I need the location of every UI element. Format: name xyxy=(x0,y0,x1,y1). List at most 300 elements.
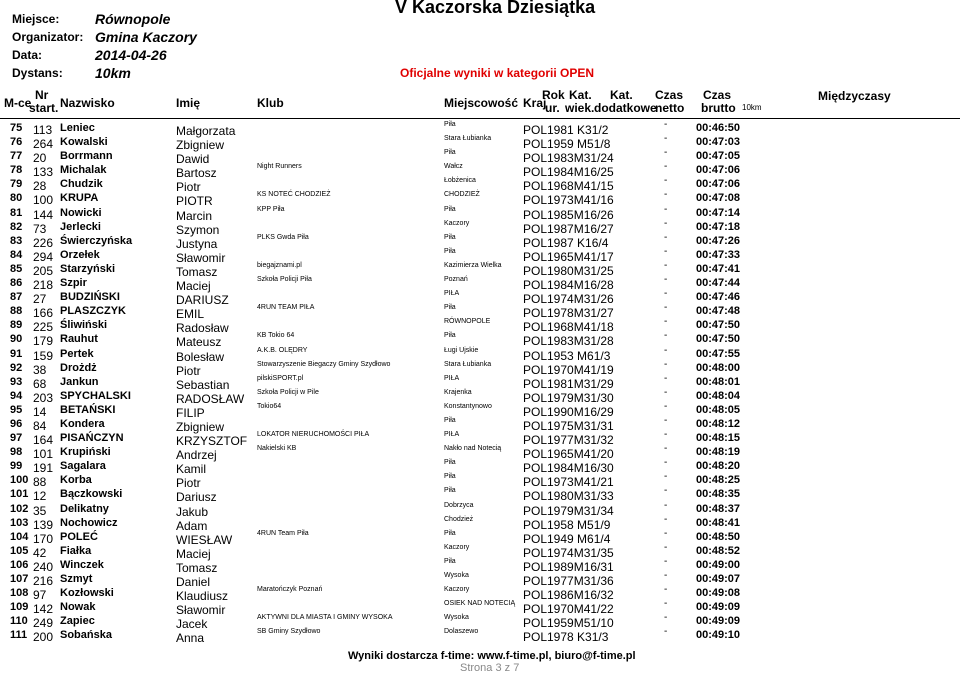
col-firstname: Imię xyxy=(176,96,201,110)
cell-brutto-time: 00:47:18 xyxy=(696,220,741,233)
cell-position: 78 xyxy=(10,164,23,177)
cell-netto-time: - xyxy=(664,386,668,398)
header-divider xyxy=(0,118,960,119)
cell-club: A.K.B. OLĘDRY xyxy=(257,346,308,354)
cell-netto-time: - xyxy=(664,372,668,384)
cell-brutto-time: 00:48:01 xyxy=(696,375,741,388)
col-split-10km: 10km xyxy=(742,103,762,112)
cell-netto-time: - xyxy=(664,485,668,497)
cell-category: POL1965M41/20 xyxy=(523,447,614,462)
cell-firstname: Tomasz xyxy=(176,560,218,575)
cell-netto-time: - xyxy=(664,414,668,426)
cell-start-number: 226 xyxy=(33,235,54,250)
cell-brutto-time: 00:47:41 xyxy=(696,262,741,275)
cell-start-number: 20 xyxy=(33,151,47,166)
cell-firstname: Jakub xyxy=(176,504,209,519)
cell-position: 91 xyxy=(10,347,23,360)
cell-position: 98 xyxy=(10,446,23,459)
cell-surname: Michalak xyxy=(60,164,107,177)
cell-club: Maratończyk Poznań xyxy=(257,586,323,594)
cell-netto-time: - xyxy=(664,400,668,412)
cell-netto-time: - xyxy=(664,344,668,356)
col-rok-ur: ur. xyxy=(545,101,560,115)
cell-netto-time: - xyxy=(664,302,668,314)
cell-start-number: 294 xyxy=(33,249,54,264)
cell-netto-time: - xyxy=(664,443,668,455)
table-row xyxy=(0,457,960,477)
cell-position: 105 xyxy=(10,544,29,557)
cell-category: POL1977M31/32 xyxy=(523,433,614,448)
cell-category: POL1973M41/16 xyxy=(523,193,614,208)
cell-firstname: Sebastian xyxy=(176,377,230,392)
col-netto: netto xyxy=(655,101,685,115)
cell-firstname: Justyna xyxy=(176,236,218,251)
cell-brutto-time: 00:48:04 xyxy=(696,389,741,402)
cell-netto-time: - xyxy=(664,259,668,271)
cell-brutto-time: 00:47:50 xyxy=(696,319,741,332)
cell-position: 88 xyxy=(10,305,23,318)
cell-surname: BUDZIŃSKI xyxy=(60,291,120,304)
col-brutto: brutto xyxy=(701,101,736,115)
table-row xyxy=(0,414,960,434)
cell-brutto-time: 00:47:55 xyxy=(696,347,741,360)
cell-netto-time: - xyxy=(664,499,668,511)
cell-category: POL1980M31/25 xyxy=(523,263,614,278)
cell-firstname: WIESŁAW xyxy=(176,532,233,547)
cell-surname: Nochowicz xyxy=(60,516,118,529)
cell-position: 79 xyxy=(10,178,23,191)
cell-firstname: PIOTR xyxy=(176,194,213,209)
cell-firstname: RADOSŁAW xyxy=(176,391,245,406)
cell-category: POL1981M31/29 xyxy=(523,376,614,391)
cell-start-number: 28 xyxy=(33,179,47,194)
cell-start-number: 159 xyxy=(33,348,54,363)
cell-club: AKTYWNI DLA MIASTA I GMINY WYSOKA xyxy=(257,614,393,622)
cell-brutto-time: 00:47:03 xyxy=(696,136,741,149)
cell-city: Stara Łubianka xyxy=(444,360,492,368)
cell-city: Kaczory xyxy=(444,219,470,227)
cell-start-number: 170 xyxy=(33,531,54,546)
cell-position: 84 xyxy=(10,248,23,261)
cell-category: POL1984M16/28 xyxy=(523,278,614,293)
cell-category: POL1981 K31/2 xyxy=(523,123,609,137)
col-kat: Kat. xyxy=(569,88,592,102)
cell-start-number: 14 xyxy=(33,404,47,419)
cell-city: Wysoka xyxy=(444,572,469,579)
cell-position: 80 xyxy=(10,192,23,205)
cell-start-number: 113 xyxy=(33,123,53,137)
cell-position: 76 xyxy=(10,136,23,149)
col-mce: M-ce xyxy=(4,96,32,110)
cell-start-number: 84 xyxy=(33,418,47,433)
table-row xyxy=(0,555,960,575)
cell-firstname: DARIUSZ xyxy=(176,293,229,308)
cell-club: PLKS Gwda Piła xyxy=(257,233,309,241)
cell-brutto-time: 00:48:52 xyxy=(696,544,741,557)
cell-city: Piła xyxy=(444,247,456,255)
table-row xyxy=(0,119,960,138)
cell-surname: Szpir xyxy=(60,277,87,290)
cell-category: POL1986M16/32 xyxy=(523,588,614,603)
col-netto-czas: Czas xyxy=(655,88,684,102)
cell-surname: Drożdż xyxy=(60,361,97,374)
cell-position: 87 xyxy=(10,291,23,304)
cell-club: Nakielski KB xyxy=(257,445,297,453)
cell-surname: KRUPA xyxy=(60,192,99,205)
cell-netto-time: - xyxy=(664,288,668,300)
cell-category: POL1979M31/30 xyxy=(523,390,614,405)
cell-brutto-time: 00:47:06 xyxy=(696,178,741,191)
cell-category: POL1979M31/34 xyxy=(523,503,614,518)
cell-club: Tokio64 xyxy=(257,402,282,410)
cell-netto-time: - xyxy=(664,330,668,342)
page-number: Strona 3 z 7 xyxy=(460,662,520,674)
footer-provider: Wyniki dostarcza f-time: www.f-time.pl, biuro@f-time.pl xyxy=(348,650,636,662)
cell-start-number: 27 xyxy=(33,292,47,307)
cell-netto-time: - xyxy=(664,626,668,638)
cell-club: KB Tokio 64 xyxy=(257,332,295,340)
cell-surname: Jankun xyxy=(60,375,99,388)
cell-brutto-time: 00:47:06 xyxy=(696,164,741,177)
cell-city: Piła xyxy=(444,473,456,481)
organizer-value: Gmina Kaczory xyxy=(95,29,197,45)
cell-firstname: Piotr xyxy=(176,180,201,195)
cell-surname: Borrmann xyxy=(60,150,113,163)
cell-start-number: 68 xyxy=(33,376,47,391)
cell-firstname: Bartosz xyxy=(176,166,217,181)
cell-city: CHODZIEŻ xyxy=(444,191,480,199)
cell-brutto-time: 00:49:10 xyxy=(696,629,741,642)
cell-netto-time: - xyxy=(664,119,668,130)
cell-brutto-time: 00:48:00 xyxy=(696,361,741,374)
cell-position: 106 xyxy=(10,558,29,571)
cell-brutto-time: 00:47:44 xyxy=(696,277,741,290)
cell-firstname: Anna xyxy=(176,631,205,646)
cell-firstname: Zbigniew xyxy=(176,419,225,434)
cell-club: 4RUN TEAM PIŁA xyxy=(257,304,315,312)
date-label: Data: xyxy=(12,48,43,62)
cell-surname: Leniec xyxy=(60,122,95,134)
cell-start-number: 100 xyxy=(33,193,54,208)
organizer-label: Organizator: xyxy=(12,30,84,44)
cell-surname: Świerczyńska xyxy=(60,234,133,247)
cell-club: KS NOTEĆ CHODZIEŻ xyxy=(257,191,331,199)
cell-city: Wysoka xyxy=(444,614,469,622)
cell-category: POL1968M41/15 xyxy=(523,179,614,194)
cell-city: Piła xyxy=(444,332,456,340)
cell-position: 81 xyxy=(10,206,23,219)
cell-position: 110 xyxy=(10,615,28,628)
cell-city: Piła xyxy=(444,487,456,495)
cell-brutto-time: 00:47:33 xyxy=(696,248,741,261)
cell-surname: Bączkowski xyxy=(60,488,123,501)
cell-surname: BETAŃSKI xyxy=(60,403,116,416)
cell-city: Kaczory xyxy=(444,543,470,551)
cell-city: Piła xyxy=(444,205,456,213)
cell-category: POL1987M16/27 xyxy=(523,221,614,236)
cell-firstname: Klaudiusz xyxy=(176,589,229,604)
cell-category: POL1984M16/25 xyxy=(523,165,614,180)
cell-firstname: Dawid xyxy=(176,152,210,167)
cell-category: POL1953 M61/3 xyxy=(523,348,611,363)
cell-brutto-time: 00:47:48 xyxy=(696,305,741,318)
col-nr-start: start. xyxy=(29,101,59,115)
cell-start-number: 166 xyxy=(33,306,54,321)
cell-brutto-time: 00:47:50 xyxy=(696,333,741,346)
cell-surname: Kowalski xyxy=(60,136,108,149)
cell-netto-time: - xyxy=(664,133,668,145)
cell-city: Piła xyxy=(444,557,456,565)
cell-category: POL1970M41/19 xyxy=(523,362,614,377)
cell-category: POL1987 K16/4 xyxy=(523,235,609,250)
cell-club: SB Gminy Szydłowo xyxy=(257,628,321,636)
cell-firstname: Piotr xyxy=(176,363,201,378)
cell-position: 96 xyxy=(10,417,23,430)
cell-city: Nakło nad Notecią xyxy=(444,445,502,453)
cell-position: 86 xyxy=(10,277,23,290)
cell-club: 4RUN Team Piła xyxy=(257,529,309,537)
cell-netto-time: - xyxy=(664,457,668,469)
cell-position: 107 xyxy=(10,573,29,585)
cell-start-number: 142 xyxy=(33,602,54,617)
cell-netto-time: - xyxy=(664,358,668,370)
cell-position: 108 xyxy=(10,587,29,600)
cell-city: Piła xyxy=(444,416,456,424)
cell-start-number: 73 xyxy=(33,221,47,236)
cell-start-number: 35 xyxy=(33,503,47,518)
cell-brutto-time: 00:48:20 xyxy=(696,460,741,473)
cell-surname: Jerlecki xyxy=(60,220,101,233)
cell-surname: Winczek xyxy=(60,558,104,571)
cell-surname: Rauhut xyxy=(60,333,98,346)
cell-firstname: EMIL xyxy=(176,307,205,322)
cell-brutto-time: 00:47:08 xyxy=(696,192,741,205)
cell-club: pilskiSPORT.pl xyxy=(257,374,304,382)
date-value: 2014-04-26 xyxy=(95,47,167,63)
cell-start-number: 139 xyxy=(33,517,54,532)
cell-position: 92 xyxy=(10,361,23,374)
cell-firstname: Bolesław xyxy=(176,349,225,364)
col-rok: Rok xyxy=(542,88,565,102)
cell-brutto-time: 00:47:26 xyxy=(696,234,741,247)
cell-netto-time: - xyxy=(664,316,668,328)
cell-surname: POLEĆ xyxy=(60,530,98,543)
cell-category: POL1974M31/26 xyxy=(523,292,614,307)
cell-netto-time: - xyxy=(664,513,668,525)
cell-start-number: 203 xyxy=(33,390,54,405)
cell-start-number: 200 xyxy=(33,630,54,645)
cell-netto-time: - xyxy=(664,541,668,553)
page-title: V Kaczorska Dziesiątka xyxy=(395,0,596,17)
cell-category: POL1965M41/17 xyxy=(523,249,614,264)
cell-category: POL1975M31/31 xyxy=(523,418,614,433)
col-kat-dodatkowe: dodatkowe xyxy=(594,101,657,115)
cell-netto-time: - xyxy=(664,429,668,441)
col-city: Miejscowość xyxy=(444,96,519,110)
cell-club: Szkoła Policji Piła xyxy=(257,276,312,284)
cell-netto-time: - xyxy=(664,147,668,159)
cell-city: Piła xyxy=(444,121,456,128)
cell-firstname: Sławomir xyxy=(176,250,226,265)
cell-position: 100 xyxy=(10,474,29,487)
cell-city: PIŁA xyxy=(444,431,460,439)
cell-start-number: 38 xyxy=(33,362,47,377)
cell-city: Kazimierza Wielka xyxy=(444,261,502,269)
cell-surname: PLASZCZYK xyxy=(60,305,126,318)
cell-firstname: Maciej xyxy=(176,546,211,561)
cell-category: POL1983M31/24 xyxy=(523,151,614,166)
cell-start-number: 133 xyxy=(33,165,54,180)
cell-city: Konstantynowo xyxy=(444,402,492,410)
cell-city: Piła xyxy=(444,233,456,241)
cell-firstname: Sławomir xyxy=(176,603,226,618)
cell-firstname: Kamil xyxy=(176,462,207,477)
place-value: Równopole xyxy=(95,11,171,27)
cell-surname: Śliwiński xyxy=(60,319,108,332)
cell-surname: Chudzik xyxy=(60,178,103,191)
cell-firstname: Marcin xyxy=(176,208,213,223)
cell-surname: SPYCHALSKI xyxy=(60,389,131,402)
cell-position: 111 xyxy=(10,629,28,642)
cell-brutto-time: 00:47:05 xyxy=(696,150,741,163)
cell-category: POL1990M16/29 xyxy=(523,404,614,419)
cell-firstname: Daniel xyxy=(176,575,211,589)
cell-surname: Sobańska xyxy=(60,629,112,642)
cell-club: Szkoła Policji w Pile xyxy=(257,388,319,396)
cell-category: POL1973M41/21 xyxy=(523,475,614,490)
cell-city: Chodzież xyxy=(444,515,474,523)
cell-firstname: Piotr xyxy=(176,476,201,491)
cell-city: RÓWNOPOLE xyxy=(444,318,491,326)
cell-category: POL1980M31/33 xyxy=(523,489,614,504)
place-label: Miejsce: xyxy=(12,12,60,26)
cell-club: Stowarzyszenie Biegaczy Gminy Szydłowo xyxy=(257,360,391,368)
cell-brutto-time: 00:47:46 xyxy=(696,291,741,304)
col-kat2: Kat. xyxy=(610,88,633,102)
cell-netto-time: - xyxy=(664,203,668,215)
cell-surname: Pertek xyxy=(60,347,94,360)
cell-start-number: 240 xyxy=(33,559,54,574)
col-kat-wiek: wiek. xyxy=(565,101,595,115)
cell-netto-time: - xyxy=(664,217,668,229)
cell-brutto-time: 00:48:37 xyxy=(696,502,741,515)
cell-brutto-time: 00:48:19 xyxy=(696,446,741,459)
cell-category: POL1978M31/27 xyxy=(523,306,614,321)
cell-club: Night Runners xyxy=(257,163,302,171)
cell-surname: Nowicki xyxy=(60,206,102,219)
cell-start-number: 144 xyxy=(33,207,54,222)
cell-start-number: 179 xyxy=(33,334,54,349)
cell-brutto-time: 00:48:12 xyxy=(696,417,741,430)
cell-netto-time: - xyxy=(664,231,668,243)
cell-surname: Nowak xyxy=(60,601,96,614)
cell-surname: Zapiec xyxy=(60,615,95,628)
cell-city: Wałcz xyxy=(444,163,463,171)
cell-position: 93 xyxy=(10,375,23,388)
cell-netto-time: - xyxy=(664,612,668,624)
col-intermediate: Międzyczasy xyxy=(818,89,891,103)
cell-surname: Sagalara xyxy=(60,460,106,473)
cell-category: POL1977M31/36 xyxy=(523,574,614,588)
table-row xyxy=(0,274,960,294)
cell-position: 89 xyxy=(10,319,23,332)
cell-brutto-time: 00:48:25 xyxy=(696,474,741,487)
cell-surname: PISAŃCZYN xyxy=(60,432,124,445)
cell-position: 101 xyxy=(10,488,29,501)
cell-club: LOKATOR NIERUCHOMOŚCI PIŁA xyxy=(257,431,370,439)
cell-firstname: Adam xyxy=(176,518,208,533)
cell-city: PIŁA xyxy=(444,290,460,298)
table-row xyxy=(0,231,960,251)
cell-surname: Krupiński xyxy=(60,446,111,459)
results-table xyxy=(0,119,960,646)
cell-surname: Starzyński xyxy=(60,262,116,275)
cell-firstname: Dariusz xyxy=(176,490,217,505)
cell-position: 94 xyxy=(10,389,23,402)
table-row xyxy=(0,471,960,491)
cell-brutto-time: 00:49:08 xyxy=(696,587,741,600)
cell-start-number: 205 xyxy=(33,263,54,278)
cell-firstname: KRZYSZTOF xyxy=(176,434,248,449)
cell-start-number: 191 xyxy=(33,461,54,476)
cell-city: Poznań xyxy=(444,276,468,284)
col-brutto-czas: Czas xyxy=(703,88,732,102)
cell-position: 90 xyxy=(10,333,23,346)
cell-surname: Fiałka xyxy=(60,544,92,557)
cell-category: POL1968M41/18 xyxy=(523,320,614,335)
cell-start-number: 218 xyxy=(33,278,54,293)
cell-position: 97 xyxy=(10,432,23,445)
cell-firstname: Radosław xyxy=(176,321,229,336)
cell-position: 104 xyxy=(10,530,29,543)
cell-position: 109 xyxy=(10,601,29,614)
cell-start-number: 264 xyxy=(33,137,54,152)
cell-brutto-time: 00:48:05 xyxy=(696,403,741,416)
cell-city: OSIEK NAD NOTECIĄ xyxy=(444,600,516,608)
cell-surname: Kozłowski xyxy=(60,587,114,600)
cell-position: 85 xyxy=(10,262,23,275)
cell-city: Piła xyxy=(444,529,456,537)
cell-category: POL1949 M61/4 xyxy=(523,531,611,546)
cell-city: Dobrzyca xyxy=(444,501,474,509)
cell-city: Łobżenica xyxy=(444,177,476,185)
table-row xyxy=(0,570,960,589)
cell-netto-time: - xyxy=(664,570,668,581)
cell-brutto-time: 00:48:15 xyxy=(696,432,741,445)
cell-firstname: Andrzej xyxy=(176,448,217,463)
cell-brutto-time: 00:47:14 xyxy=(696,206,741,219)
cell-category: POL1958 M51/9 xyxy=(523,517,611,532)
cell-netto-time: - xyxy=(664,274,668,286)
cell-surname: Kondera xyxy=(60,417,105,430)
cell-firstname: FILIP xyxy=(176,405,205,420)
cell-category: POL1978 K31/3 xyxy=(523,630,609,645)
cell-start-number: 225 xyxy=(33,320,54,335)
cell-start-number: 12 xyxy=(33,489,47,504)
cell-category: POL1984M16/30 xyxy=(523,461,614,476)
cell-category: POL1959M51/10 xyxy=(523,616,614,631)
cell-start-number: 101 xyxy=(33,447,54,462)
cell-netto-time: - xyxy=(664,175,668,187)
cell-brutto-time: 00:48:50 xyxy=(696,530,741,543)
cell-firstname: Tomasz xyxy=(176,264,218,279)
cell-city: Krajenka xyxy=(444,388,472,396)
col-country: Kraj xyxy=(523,96,547,110)
cell-surname: Delikatny xyxy=(60,502,109,515)
cell-city: Ługi Ujskie xyxy=(444,346,479,354)
cell-brutto-time: 00:49:00 xyxy=(696,558,741,571)
cell-netto-time: - xyxy=(664,527,668,539)
